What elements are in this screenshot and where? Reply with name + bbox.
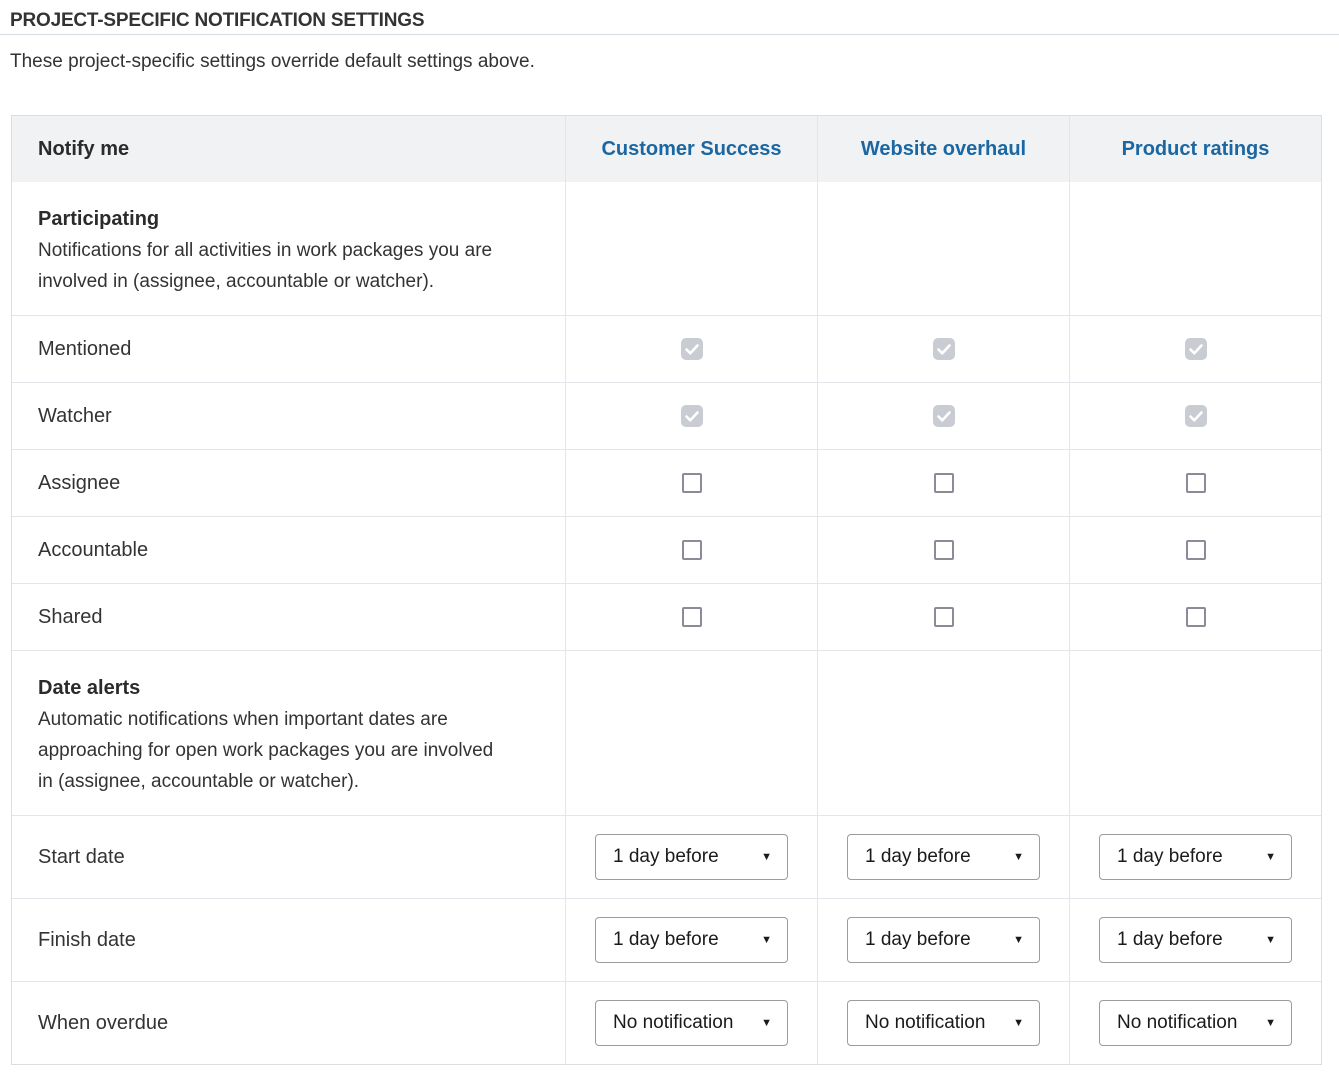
row-label: Watcher <box>38 404 112 427</box>
table-cell <box>1069 182 1321 315</box>
row-label-cell <box>12 517 565 583</box>
section-description-line: Automatic notifications when important dates are <box>38 709 448 730</box>
table-cell <box>565 316 817 382</box>
table-row <box>12 898 1321 981</box>
checkbox-assignee-customer-success[interactable] <box>682 473 702 493</box>
row-label-cell <box>12 584 565 650</box>
notification-settings-table <box>11 115 1322 1065</box>
table-cell <box>817 517 1069 583</box>
page-title: PROJECT-SPECIFIC NOTIFICATION SETTINGS <box>10 10 425 31</box>
table-cell <box>565 517 817 583</box>
select-value: No notification <box>613 1012 734 1033</box>
select-when-overdue-website-overhaul[interactable] <box>847 1000 1040 1046</box>
section-description-line: Notifications for all activities in work packages you are <box>38 240 493 261</box>
select-when-overdue-product-ratings[interactable] <box>1099 1000 1292 1046</box>
table-cell <box>1069 584 1321 650</box>
column-header-cell <box>817 116 1069 182</box>
select-finish-date-website-overhaul[interactable] <box>847 917 1040 963</box>
table-row <box>12 516 1321 583</box>
table-cell <box>817 584 1069 650</box>
row-label-cell <box>12 316 565 382</box>
dropdown-caret-icon: ▼ <box>1013 1016 1024 1029</box>
section-label: Participating <box>38 208 160 230</box>
table-header-row <box>12 116 1321 182</box>
dropdown-caret-icon: ▼ <box>1013 850 1024 863</box>
dropdown-caret-icon: ▼ <box>1265 850 1276 863</box>
select-start-date-website-overhaul[interactable] <box>847 834 1040 880</box>
table-cell <box>565 982 817 1064</box>
dropdown-caret-icon: ▼ <box>761 1016 772 1029</box>
checkbox-watcher-customer-success <box>681 405 703 427</box>
checkbox-watcher-website-overhaul <box>933 405 955 427</box>
select-when-overdue-customer-success[interactable] <box>595 1000 788 1046</box>
table-cell <box>1069 316 1321 382</box>
section-cell <box>12 651 565 815</box>
table-cell <box>1069 651 1321 815</box>
dropdown-caret-icon: ▼ <box>1265 933 1276 946</box>
checkbox-accountable-website-overhaul[interactable] <box>934 540 954 560</box>
table-row <box>12 449 1321 516</box>
table-cell <box>1069 383 1321 449</box>
table-cell <box>565 816 817 898</box>
table-cell <box>817 982 1069 1064</box>
checkbox-watcher-product-ratings <box>1185 405 1207 427</box>
checkbox-assignee-product-ratings[interactable] <box>1186 473 1206 493</box>
select-value: No notification <box>865 1012 986 1033</box>
table-row <box>12 382 1321 449</box>
section-cell <box>12 182 565 315</box>
row-label: Accountable <box>38 538 149 561</box>
checkbox-shared-product-ratings[interactable] <box>1186 607 1206 627</box>
table-row <box>12 583 1321 650</box>
row-label: Shared <box>38 605 103 628</box>
dropdown-caret-icon: ▼ <box>1013 933 1024 946</box>
select-start-date-customer-success[interactable] <box>595 834 788 880</box>
checkbox-accountable-product-ratings[interactable] <box>1186 540 1206 560</box>
row-label: Assignee <box>38 471 121 494</box>
table-cell <box>565 899 817 981</box>
checkbox-shared-website-overhaul[interactable] <box>934 607 954 627</box>
table-cell <box>565 584 817 650</box>
checkbox-mentioned-customer-success <box>681 338 703 360</box>
checkbox-assignee-website-overhaul[interactable] <box>934 473 954 493</box>
title-divider <box>0 34 1339 35</box>
select-value: No notification <box>1117 1012 1238 1033</box>
checkbox-accountable-customer-success[interactable] <box>682 540 702 560</box>
select-value: 1 day before <box>1117 846 1223 867</box>
table-cell <box>817 450 1069 516</box>
table-row <box>12 815 1321 898</box>
table-cell <box>817 816 1069 898</box>
table-cell <box>565 651 817 815</box>
table-cell <box>1069 899 1321 981</box>
table-cell <box>1069 816 1321 898</box>
column-header-customer-success: Customer Success <box>601 137 782 160</box>
select-value: 1 day before <box>865 846 971 867</box>
page-subtitle: These project-specific settings override default settings above. <box>10 51 535 72</box>
select-value: 1 day before <box>613 846 719 867</box>
table-cell <box>565 182 817 315</box>
row-label-cell <box>12 899 565 981</box>
table-row <box>12 315 1321 382</box>
table-cell <box>565 383 817 449</box>
row-label: Mentioned <box>38 337 132 360</box>
checkbox-mentioned-website-overhaul <box>933 338 955 360</box>
select-start-date-product-ratings[interactable] <box>1099 834 1292 880</box>
table-cell <box>1069 982 1321 1064</box>
checkbox-shared-customer-success[interactable] <box>682 607 702 627</box>
column-header-notify-me: Notify me <box>38 137 130 160</box>
section-description-line: in (assignee, accountable or watcher). <box>38 771 360 792</box>
table-cell <box>817 651 1069 815</box>
select-finish-date-product-ratings[interactable] <box>1099 917 1292 963</box>
column-header-cell <box>565 116 817 182</box>
column-header-website-overhaul: Website overhaul <box>860 137 1027 160</box>
table-cell <box>565 450 817 516</box>
table-row <box>12 981 1321 1064</box>
table-cell <box>1069 517 1321 583</box>
dropdown-caret-icon: ▼ <box>761 850 772 863</box>
table-cell <box>817 899 1069 981</box>
table-cell <box>817 182 1069 315</box>
section-description-line: involved in (assignee, accountable or watcher). <box>38 271 435 292</box>
table-row <box>12 650 1321 815</box>
select-value: 1 day before <box>865 929 971 950</box>
row-label: Finish date <box>38 928 136 951</box>
dropdown-caret-icon: ▼ <box>1265 1016 1276 1029</box>
section-description-line: approaching for open work packages you are involved <box>38 740 494 761</box>
row-label-cell <box>12 982 565 1064</box>
select-value: 1 day before <box>613 929 719 950</box>
select-finish-date-customer-success[interactable] <box>595 917 788 963</box>
table-cell <box>817 383 1069 449</box>
column-header-cell <box>1069 116 1321 182</box>
select-value: 1 day before <box>1117 929 1223 950</box>
column-header-product-ratings: Product ratings <box>1121 137 1270 160</box>
table-row <box>12 182 1321 315</box>
row-label: Start date <box>38 845 125 868</box>
row-label-cell <box>12 816 565 898</box>
row-label: When overdue <box>38 1011 169 1034</box>
table-cell <box>817 316 1069 382</box>
row-label-cell <box>12 383 565 449</box>
dropdown-caret-icon: ▼ <box>761 933 772 946</box>
section-label: Date alerts <box>38 677 141 699</box>
checkbox-mentioned-product-ratings <box>1185 338 1207 360</box>
row-label-cell <box>12 450 565 516</box>
column-header-notify-me-cell <box>12 116 565 182</box>
table-cell <box>1069 450 1321 516</box>
